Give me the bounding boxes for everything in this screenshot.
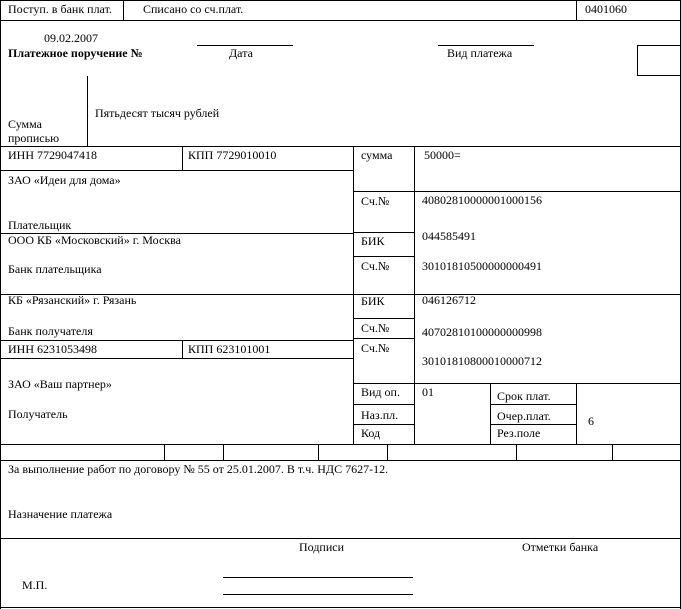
sum-bottom-line	[353, 191, 681, 192]
purpose-bottom-line	[0, 538, 681, 539]
document-title: Платежное поручение №	[8, 46, 143, 60]
form-code: 0401060	[585, 2, 627, 16]
signature-line-1	[223, 577, 413, 578]
signatures-label: Подписи	[299, 540, 345, 554]
payment-type-label: Вид платежа	[447, 46, 513, 60]
payer-bik-label: БИК	[361, 234, 385, 248]
purpose-label: Назначение платежа	[8, 507, 113, 521]
queue-label: Очер.плат.	[497, 409, 551, 423]
recipient-bank-bottom-line	[0, 340, 354, 341]
purpose-code-label: Наз.пл.	[361, 408, 399, 422]
op-type-label: Вид оп.	[361, 385, 400, 399]
amount-words-value: Пятьдесят тысяч рублей	[95, 106, 220, 120]
debited-label: Списано со сч.плат.	[143, 2, 244, 16]
bik-bottom-line	[353, 256, 415, 257]
term-bottom-line	[490, 404, 577, 405]
date-label: Дата	[229, 46, 253, 60]
queue-bottom-line	[490, 424, 577, 425]
payer-kpp: КПП 7729010010	[188, 148, 277, 162]
code-label: Код	[361, 426, 381, 440]
tax-cell-3	[318, 444, 319, 460]
priority-box	[637, 45, 681, 76]
tax-cell-5	[516, 444, 517, 460]
payer-account-label: Сч.№	[361, 194, 390, 208]
recipient-name: ЗАО «Ваш партнер»	[8, 377, 112, 391]
recipient-label: Получатель	[8, 407, 68, 421]
queue-value: 6	[588, 414, 594, 428]
header-separator	[123, 0, 124, 20]
recipient-inn-line	[0, 358, 354, 359]
term-column-left	[490, 383, 491, 444]
account-bottom-line	[353, 232, 415, 233]
op-type-value: 01	[422, 385, 434, 399]
payer-inn-line	[0, 170, 354, 171]
header-divider	[0, 20, 576, 21]
recipient-bank-label: Банк получателя	[8, 324, 93, 338]
bank-marks-label: Отметки банка	[522, 540, 599, 554]
recipient-account-value: 30101810800010000712	[422, 354, 542, 368]
date-value: 09.02.2007	[44, 31, 98, 45]
amount-words-bottom-line	[0, 146, 681, 147]
pay-term-label: Срок плат.	[497, 389, 551, 403]
amount-words-label-line2: прописью	[8, 131, 60, 145]
recipient-bottom-line	[0, 444, 681, 445]
recipient-account-label: Сч.№	[361, 341, 390, 355]
recipient-bik-bottom-line	[353, 318, 415, 319]
payer-corr-account-value: 30101810500000000491	[422, 259, 542, 273]
recipient-bank-name: КБ «Рязанский» г. Рязань	[8, 293, 137, 307]
recipient-inn: ИНН 6231053498	[8, 342, 97, 356]
amount-words-label-line1: Сумма	[8, 117, 42, 131]
reserve-label: Рез.поле	[497, 426, 541, 440]
sum-value: 50000=	[424, 148, 461, 162]
recipient-corr-account-label: Сч.№	[361, 321, 390, 335]
purpose-text: За выполнение работ по договору № 55 от 25.01.2007. В т.ч. НДС 7627-12.	[8, 462, 389, 476]
frame-bottom-line	[0, 607, 681, 608]
tax-cell-4	[387, 444, 388, 460]
seal-label: М.П.	[22, 578, 48, 592]
amount-words-separator	[87, 76, 88, 146]
recipient-bik-label: БИК	[361, 294, 385, 308]
payer-bank-label: Банк плательщика	[8, 262, 102, 276]
recipient-bik-value: 046126712	[422, 293, 476, 307]
recipient-corr-account-value: 40702810100000000998	[422, 325, 542, 339]
purpose-code-bottom-line	[353, 424, 415, 425]
tax-cell-2	[223, 444, 224, 460]
frame-left-line	[0, 0, 1, 609]
sum-label: сумма	[361, 148, 393, 162]
payer-bank-name: ООО КБ «Московский» г. Москва	[8, 233, 181, 247]
tax-cell-6	[612, 444, 613, 460]
signature-line-2	[223, 594, 413, 595]
payer-name: ЗАО «Идеи для дома»	[8, 173, 121, 187]
received-bank-label: Поступ. в банк плат.	[8, 2, 112, 16]
payer-inn-kpp-separator	[182, 146, 183, 170]
payer-corr-account-label: Сч.№	[361, 259, 390, 273]
recipient-account-bottom-line	[353, 338, 415, 339]
tax-row-bottom-line	[0, 460, 681, 461]
term-column-right	[576, 383, 577, 444]
payer-bik-value: 044585491	[422, 229, 476, 243]
op-type-bottom-line	[353, 404, 415, 405]
recipient-kpp: КПП 623101001	[188, 342, 271, 356]
payer-inn: ИНН 7729047418	[8, 148, 97, 162]
recipient-inn-kpp-separator	[182, 340, 183, 358]
payer-account-value: 40802810000001000156	[422, 193, 542, 207]
tax-cell-1	[164, 444, 165, 460]
accounts-bottom-line	[353, 383, 681, 384]
payer-label: Плательщик	[8, 218, 72, 232]
